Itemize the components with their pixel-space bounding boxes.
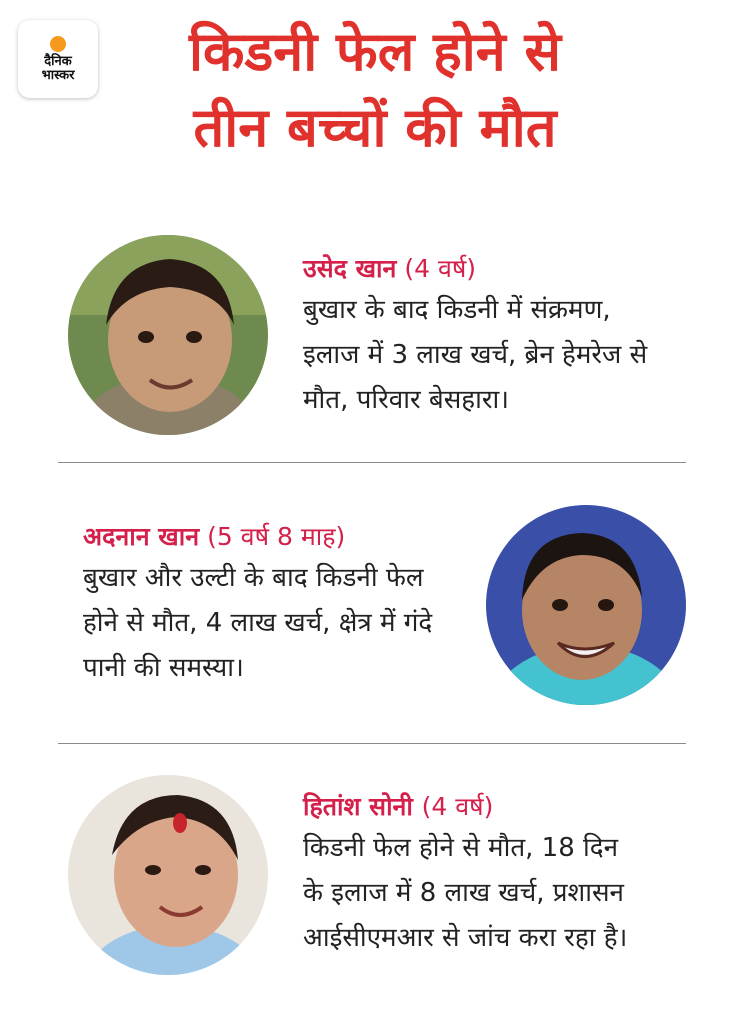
entry-2-line-2: होने से मौत, 4 लाख खर्च, क्षेत्र में गंदे: [83, 608, 433, 638]
child-photo-2-graphic: [486, 505, 686, 705]
child-photo-2: [486, 505, 686, 705]
entry-3-age: (4 वर्ष): [421, 792, 494, 821]
entry-1-text: [303, 252, 647, 423]
sun-icon: [50, 36, 66, 52]
divider-2: [58, 743, 686, 744]
child-photo-3-graphic: [68, 775, 268, 975]
headline: [110, 14, 640, 166]
entry-1-name-line: [303, 252, 647, 286]
entry-2-line-3: पानी की समस्या।: [83, 653, 244, 683]
logo-text-line2: भास्कर: [41, 67, 75, 83]
divider-1: [58, 462, 686, 463]
entry-1-name: उसेद खान: [303, 254, 397, 283]
entry-1-line-2: इलाज में 3 लाख खर्च, ब्रेन हेमरेज से: [303, 340, 648, 370]
child-photo-3: [68, 775, 268, 975]
entry-1-line-3: मौत, परिवार बेसहारा।: [303, 385, 510, 415]
entry-2-line-1: बुखार और उल्टी के बाद किडनी फेल: [83, 563, 424, 593]
entry-2-name-line: [83, 520, 432, 554]
entry-2-text: [83, 520, 432, 691]
entry-1-age: (4 वर्ष): [404, 254, 477, 283]
entry-2-age: (5 वर्ष 8 माह): [207, 522, 346, 551]
child-photo-1-graphic: [68, 235, 268, 435]
entry-3-line-3: आईसीएमआर से जांच करा रहा है।: [303, 923, 628, 953]
entry-3-line-2: के इलाज में 8 लाख खर्च, प्रशासन: [303, 878, 624, 908]
entry-3-text: [303, 790, 627, 961]
entry-3-name: हितांश सोनी: [303, 792, 422, 821]
child-photo-1: [68, 235, 268, 435]
entry-3-line-1: किडनी फेल होने से मौत, 18 दिन: [303, 833, 619, 863]
entry-3-description: [303, 826, 627, 961]
dainik-bhaskar-logo: [18, 20, 98, 98]
logo-text-line1: दैनिक: [44, 53, 72, 69]
entry-3-name-line: [303, 790, 627, 824]
entry-2-description: [83, 556, 432, 691]
entry-1-line-1: बुखार के बाद किडनी में संक्रमण,: [303, 295, 611, 325]
headline-line1: किडनी फेल होने से: [188, 20, 562, 83]
entry-1-description: [303, 288, 647, 423]
entry-2-name: अदनान खान: [83, 522, 200, 551]
headline-line2: तीन बच्चों की मौत: [193, 96, 557, 159]
